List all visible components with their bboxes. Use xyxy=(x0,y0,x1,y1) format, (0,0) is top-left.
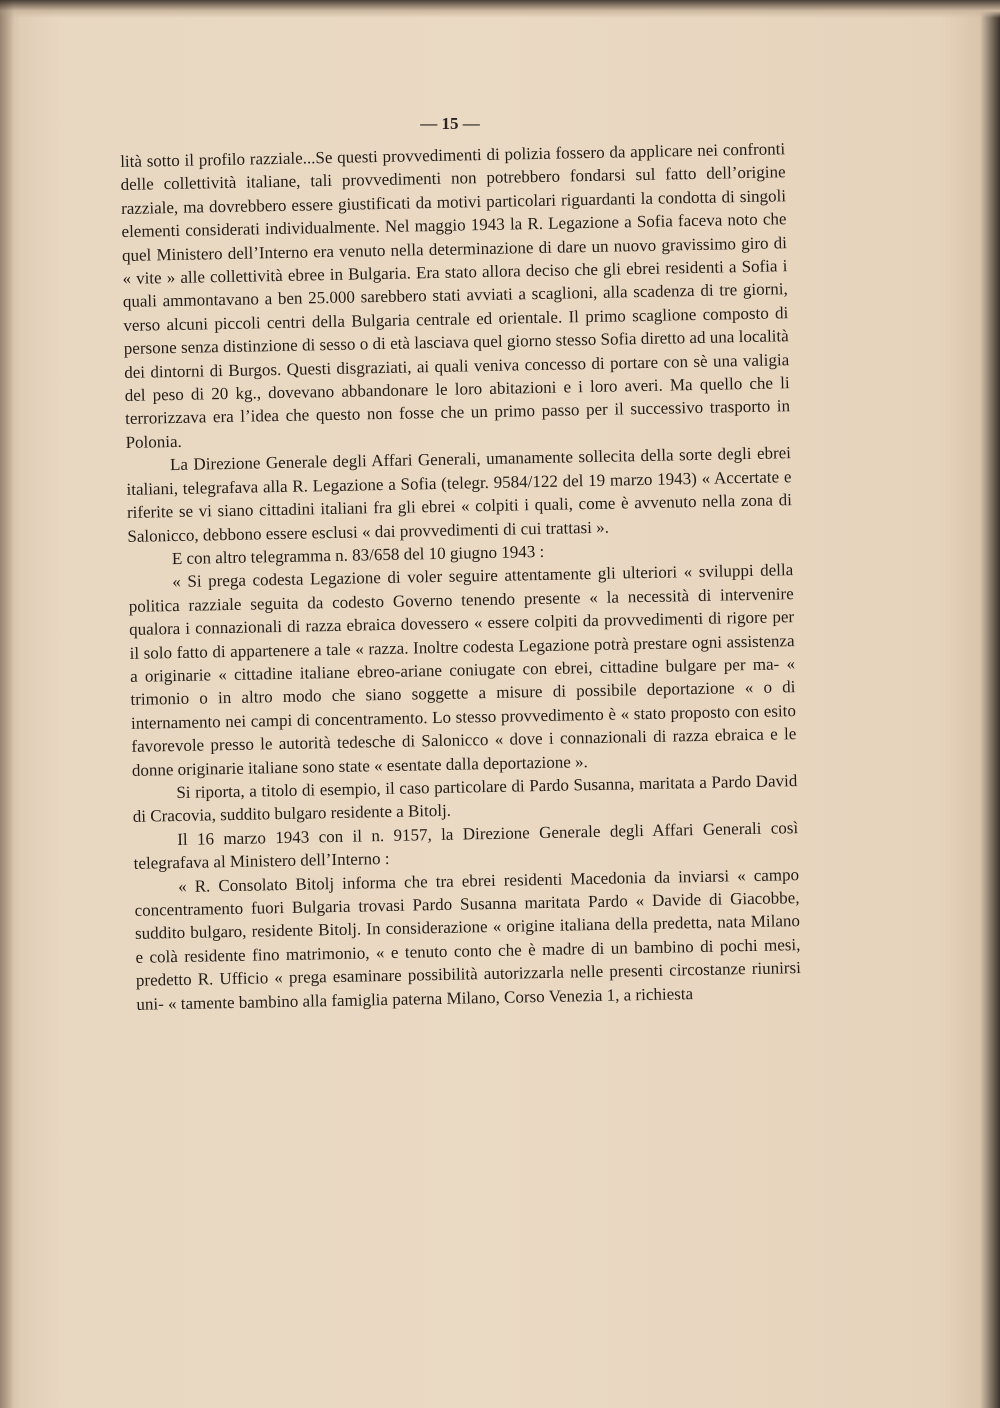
quote-telegram-1: « Si prega codesta Legazione di voler seguire attentamente gli ulteriori « sviluppi della politica razziale seguita da codesto Governo tenendo presente « la necessità di intervenire qualora i connazionali di razza ebraica dovessero « essere colpiti da provvedimenti di rigore per il solo fatto di appartenere a tale « razza. Inoltre codesta Legazione potrà prestare ogni assistenza a originarie « cittadine italiane ebreo-ariane coniugate con ebrei, cittadine bulgare per ma- « trimonio o in altro modo che siano soggette a misure di possibile deportazione « o di internamento nei campi di concentramento. Lo stesso provvedimento è « stato proposto con esito favorevole presso le autorità tedesche di Salonicco « dove i connazionali di razza ebraica e le donne originarie italiane sono state « esentate dalla deportazione ». xyxy=(128,560,797,780)
paragraph-5: Si riporta, a titolo di esempio, il caso particolare di Pardo Susanna, maritata a Pardo David di Cracovia, suddito bulgaro residente a Bitolj. xyxy=(132,771,798,827)
paragraph-1: lità sotto il profilo razziale...Se questi provvedimenti di polizia fossero da applicare nei confronti delle collettività italiane, tali provvedimenti non potrebbero fondarsi sul fatto dell’origine razziale, ma dovrebbero essere giustificati da motivi particolari riguardanti la condotta di singoli elementi considerati individualmente. Nel maggio 1943 la R. Legazione a Sofia faceva noto che quel Ministero dell’Interno era venuto nella determinazione di dare un nuovo gravissimo giro di « vite » alle collettività ebree in Bulgaria. Era stato allora deciso che gli ebrei residenti a Sofia i quali ammontavano a ben 25.000 sarebbero stati avviati a scaglioni, alla scadenza di tre giorni, verso alcuni piccoli centri della Bulgaria centrale ed orientale. Il primo scaglione composto di persone senza distinzione di sesso o di età lasciava quel giorno stesso Sofia diretto ad una località dei dintorni di Burgos. Questi disgraziati, ai quali veniva concesso di portare con sè una valigia del peso di 20 kg., dovevano abbandonare le loro abitazioni e i loro averi. Ma quello che li terrorizzava era l’idea che questo non fosse che un primo passo per il successivo trasporto in Polonia. xyxy=(120,139,791,452)
paragraph-6: Il 16 marzo 1943 con il n. 9157, la Direzione Generale degli Affari Generali così telegrafava al Ministero dell’Interno : xyxy=(133,817,799,874)
paragraph-2: La Direzione Generale degli Affari Generali, umanamente sollecita della sorte degli ebrei italiani, telegrafava alla R. Legazione a Sofia (telegr. 9584/122 del 19 marzo 1943) « Accertate e riferite se vi siano cittadini italiani fra gli ebrei « colpiti i quali, come è avvenuto nella zona di Salonicco, debbono essere esclusi « dai provvedimenti di cui trattasi ». xyxy=(126,443,793,546)
quote-telegram-2: « R. Consolato Bitolj informa che tra ebrei residenti Macedonia da inviarsi « campo concentramento fuori Bulgaria trovasi Pardo Susanna maritata Pardo « Davide di Giacobbe, suddito bulgaro, residente Bitolj. In considerazione « origine italiana della predetta, nata Milano e colà residente fino matrimonio, « e tenuto conto che è madre di un bambino di pochi mesi, predetto R. Ufficio « prega esaminare possibilità autorizzarla nelle presenti circostanze riunirsi uni- « tamente bambino alla famiglia paterna Milano, Corso Venezia 1, a richiesta xyxy=(134,864,802,1014)
page-top-edge xyxy=(0,0,1000,18)
page-number: — 15 — xyxy=(420,114,480,133)
body-text xyxy=(120,137,802,1016)
paragraph-3: E con altro telegramma n. 83/658 del 10 giugno 1943 : xyxy=(171,541,545,568)
binding-shadow xyxy=(0,0,14,1408)
